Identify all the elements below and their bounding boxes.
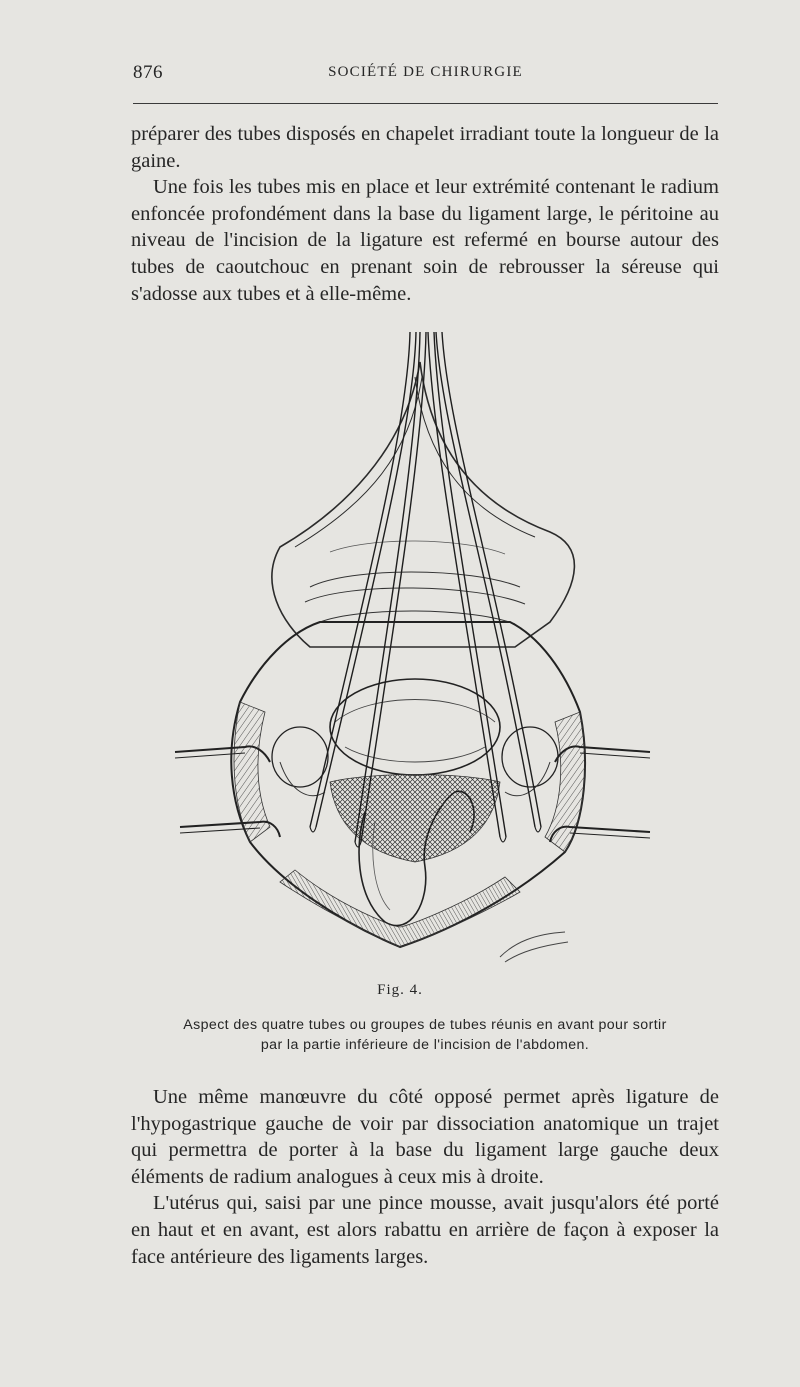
figure-caption	[131, 1015, 719, 1055]
running-title: SOCIÉTÉ DE CHIRURGIE	[328, 64, 523, 80]
figure-caption-line-2: par la partie inférieure de l'incision de l'abdomen.	[260, 1037, 590, 1053]
paragraph-continuation: préparer des tubes disposés en chapelet irradiant toute la longueur de la gaine.	[131, 123, 719, 172]
header-rule	[133, 103, 718, 104]
paragraph-opposite-side: Une même manœuvre du côté opposé permet après ligature de l'hypogastrique gauche de voir par dissociation anatomique un trajet qui permettra de porter à la base du ligament large gauche deux éléments de radium analogues à ceux mis à droite.	[131, 1086, 719, 1188]
page-header	[133, 62, 718, 86]
body-text-top	[131, 121, 719, 307]
page-number: 876	[133, 62, 163, 83]
body-text-bottom	[131, 1084, 719, 1270]
figure-caption-line-1: Aspect des quatre tubes ou groupes de tubes réunis en avant pour sortir	[183, 1017, 667, 1033]
paragraph-uterus: L'utérus qui, saisi par une pince mousse, avait jusqu'alors été porté en haut et en avant, est alors rabattu en arrière de façon à exposer la face antérieure des ligaments larges.	[131, 1192, 719, 1268]
paragraph-tubes-placement: Une fois les tubes mis en place et leur extrémité contenant le radium enfoncée profondément dans la base du ligament large, le péritoine au niveau de l'incision de la ligature est refermé en bourse autour des tubes de caoutchouc en prenant soin de rebrousser la séreuse qui s'adosse aux tubes et à elle-même.	[131, 176, 719, 305]
figure-label: Fig. 4.	[377, 982, 423, 998]
surgical-illustration	[170, 322, 660, 972]
